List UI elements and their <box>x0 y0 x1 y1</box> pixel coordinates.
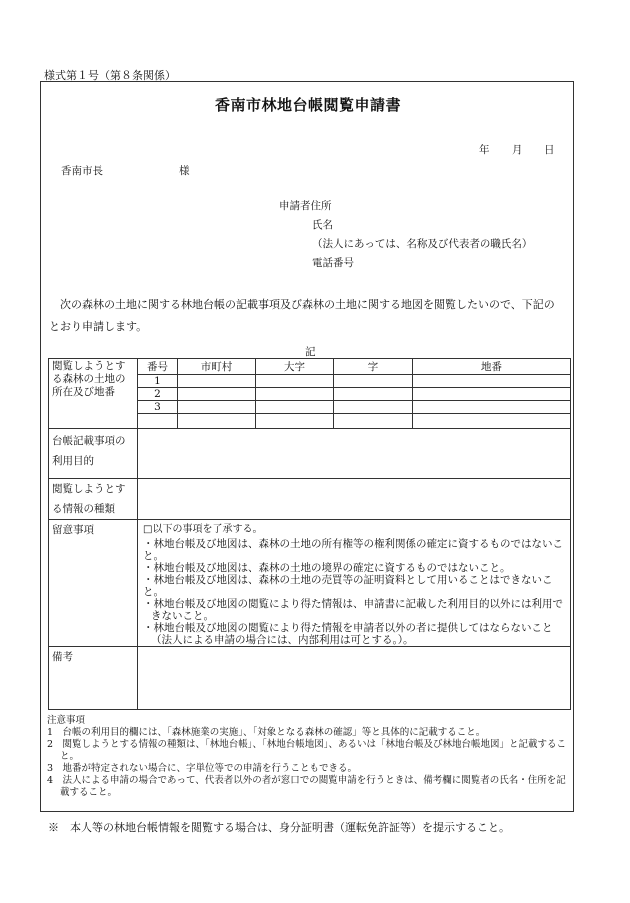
notes-content <box>138 520 571 647</box>
date-month-label: 月 <box>512 144 523 156</box>
applicant-phone-label: 電話番号 <box>312 257 354 269</box>
header-number: 番号 <box>138 359 178 375</box>
aza-field[interactable] <box>334 388 413 401</box>
corporate-note: （法人にあっては、名称及び代表者の職氏名） <box>312 238 533 250</box>
date-year-label: 年 <box>479 144 490 156</box>
note-item: ・林地台帳及び地図は、森林の土地の境界の確定に資するものではないこと。 <box>143 562 511 574</box>
municipality-field[interactable] <box>178 401 256 414</box>
chiban-field[interactable] <box>413 388 571 401</box>
notes-checkbox[interactable]: □以下の事項を了承する。 <box>143 524 263 535</box>
oaza-field[interactable] <box>256 375 334 388</box>
note-item: ・林地台帳及び地図は、森林の土地の所有権等の権利関係の確定に資するものではないこと。 <box>143 538 563 562</box>
caution-notes <box>47 715 572 799</box>
note-item: ・林地台帳及び地図の閲覧により得た情報は、申請書に記載した利用目的以外には利用できないこと。 <box>143 598 563 622</box>
chiban-field[interactable] <box>413 375 571 388</box>
oaza-field[interactable] <box>256 401 334 414</box>
oaza-field[interactable] <box>256 388 334 401</box>
header-oaza: 大字 <box>256 359 334 375</box>
caution-item: 2 閲覧しようとする情報の種類は、「林地台帳」、「林地台帳地図」、あるいは「林地台帳及び林地台帳地図」と記載すること。 <box>47 739 567 762</box>
footer-note: ※ 本人等の林地台帳情報を閲覧する場合は、身分証明書（運転免許証等）を提示すること。 <box>48 821 510 834</box>
header-aza: 字 <box>334 359 413 375</box>
aza-field[interactable] <box>334 401 413 414</box>
form-title: 香南市林地台帳閲覧申請書 <box>214 96 401 114</box>
caution-item: 1 台帳の利用目的欄には、「森林施業の実施」、「対象となる森林の確認」等と具体的に記載すること。 <box>47 727 486 738</box>
municipality-field[interactable] <box>178 414 256 429</box>
row-number: 2 <box>138 388 178 401</box>
caution-title: 注意事項 <box>47 715 86 726</box>
aza-field[interactable] <box>334 375 413 388</box>
row-number <box>138 414 178 429</box>
remarks-field[interactable] <box>138 647 571 710</box>
form-number: 様式第１号（第８条関係） <box>44 69 176 82</box>
purpose-field[interactable] <box>138 429 571 479</box>
note-item: ・林地台帳及び地図の閲覧により得た情報を申請者以外の者に提供してはならないこと（法人による申請の場合には、内部利用は可とする。）。 <box>143 622 553 646</box>
info-type-label: 閲覧しようとする情報の種類 <box>49 479 138 520</box>
remarks-label: 備考 <box>49 647 138 710</box>
caution-item: 4 法人による申請の場合であって、代表者以外の者が窓口での閲覧申請を行うときは、備考欄に閲覧者の氏名・住所を記載すること。 <box>47 775 566 798</box>
row-number: 3 <box>138 401 178 414</box>
request-statement: 次の森林の土地に関する林地台帳の記載事項及び森林の土地に関する地図を閲覧したいので、下記のとおり申請します。 <box>49 298 555 333</box>
applicant-name-label: 氏名 <box>312 219 333 231</box>
header-chiban: 地番 <box>413 359 571 375</box>
record-table <box>48 358 571 710</box>
municipality-field[interactable] <box>178 388 256 401</box>
note-item: ・林地台帳及び地図は、森林の土地の売買等の証明資料として用いることはできないこと。 <box>143 574 553 598</box>
aza-field[interactable] <box>334 414 413 429</box>
application-form <box>40 81 574 812</box>
ki-label: 記 <box>305 346 316 358</box>
header-municipality: 市町村 <box>178 359 256 375</box>
chiban-field[interactable] <box>413 401 571 414</box>
addressee-name: 香南市長 <box>61 165 103 177</box>
purpose-label: 台帳記載事項の利用目的 <box>49 429 138 479</box>
addressee-honorific: 様 <box>179 165 190 177</box>
chiban-field[interactable] <box>413 414 571 429</box>
caution-item: 3 地番が特定されない場合に、字単位等での申請を行うこともできる。 <box>47 763 358 774</box>
municipality-field[interactable] <box>178 375 256 388</box>
notes-label: 留意事項 <box>49 520 138 647</box>
oaza-field[interactable] <box>256 414 334 429</box>
applicant-address-label: 申請者住所 <box>279 200 332 212</box>
info-type-field[interactable] <box>138 479 571 520</box>
row-number: 1 <box>138 375 178 388</box>
location-label: 閲覧しようとする森林の土地の所在及び地番 <box>49 359 138 429</box>
date-day-label: 日 <box>544 144 555 156</box>
